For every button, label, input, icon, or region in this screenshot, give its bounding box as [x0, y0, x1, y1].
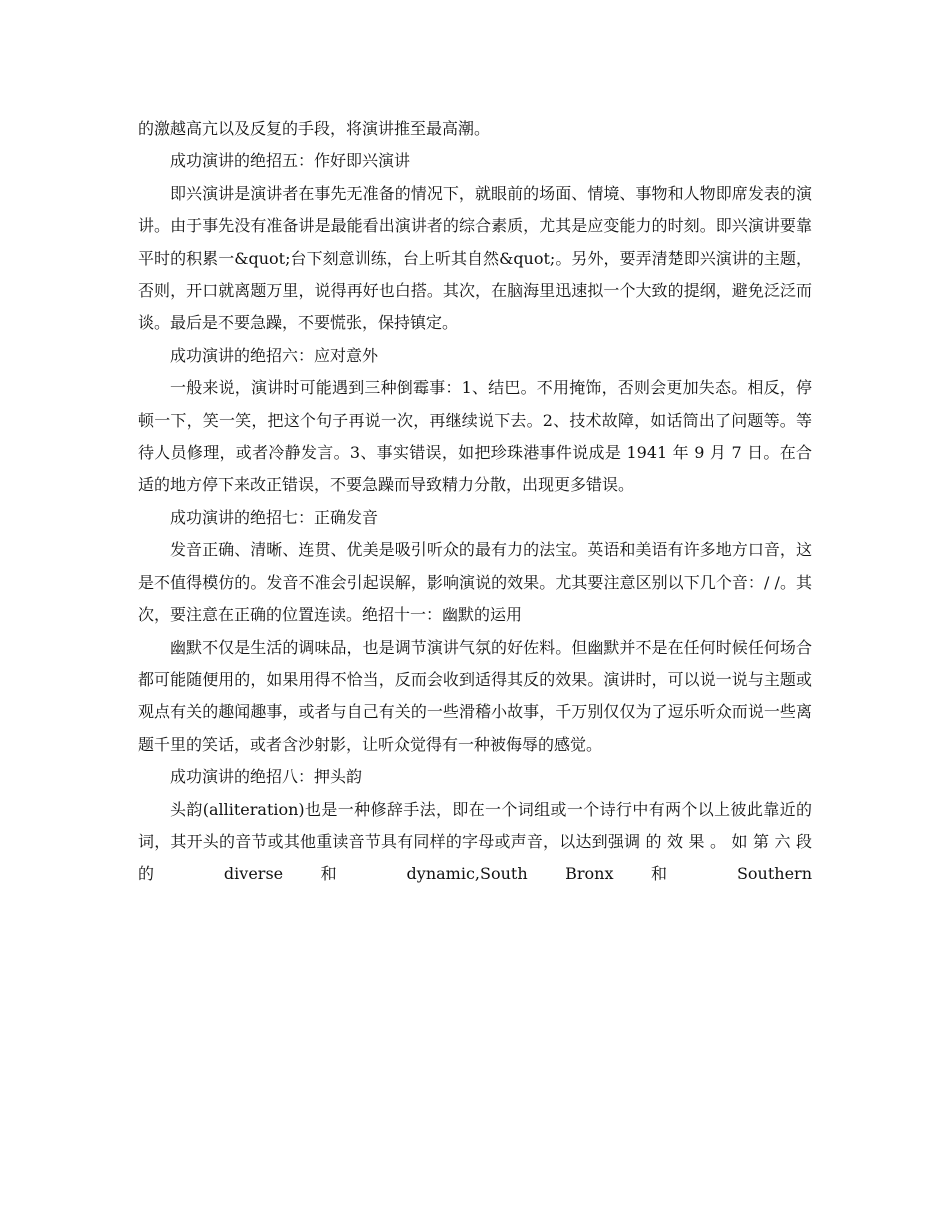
section-heading-5: 成功演讲的绝招五：作好即兴演讲 — [170, 151, 411, 171]
document-page — [138, 113, 812, 891]
paragraph-pronunciation: 发音正确、清晰、连贯、优美是吸引听众的最有力的法宝。英语和美语有许多地方口音，这是不值得模仿的。发音不准会引起误解，影响演说的效果。尤其要注意区别以下几个音：/ /。其次，要注意在正确的位置连读。绝招十一：幽默的运用 — [138, 540, 812, 625]
section-heading-6: 成功演讲的绝招六：应对意外 — [170, 345, 379, 365]
paragraph-impromptu: 即兴演讲是演讲者在事先无准备的情况下，就眼前的场面、情境、事物和人物即席发表的演讲。由于事先没有准备讲是最能看出演讲者的综合素质，尤其是应变能力的时刻。即兴演讲要靠平时的积累一&quot;台下刻意训练，台上听其自然&quot;。另外，要弄清楚即兴演讲的主题，否则，开口就离题万里，说得再好也白搭。其次，在脑海里迅速拟一个大致的提纲，避免泛泛而谈。最后是不要急躁，不要慌张，保持镇定。 — [138, 183, 812, 333]
section-heading-8: 成功演讲的绝招八：押头韵 — [170, 767, 363, 787]
paragraph-1: 的激越高亢以及反复的手段，将演讲推至最高潮。 — [138, 119, 491, 138]
paragraph-alliteration: 头韵(alliteration)也是一种修辞手法，即在一个词组或一个诗行中有两个以上彼此靠近的词，其开头的音节或其他重读音节具有同样的字母或声音，以达到强调 的 效 果 。 如 第 六 段 的 diverse 和 dynamic,South Bronx 和 Southern — [138, 799, 812, 884]
section-heading-7: 成功演讲的绝招七：正确发音 — [170, 507, 379, 527]
paragraph-accidents: 一般来说，演讲时可能遇到三种倒霉事：1、结巴。不用掩饰，否则会更加失态。相反，停顿一下，笑一笑，把这个句子再说一次，再继续说下去。2、技术故障，如话筒出了问题等。等待人员修理，或者冷静发言。3、事实错误，如把珍珠港事件说成是 1941 年 9 月 7 日。在合适的地方停下来改正错误，不要急躁而导致精力分散，出现更多错误。 — [138, 378, 812, 495]
paragraph-humor: 幽默不仅是生活的调味品，也是调节演讲气氛的好佐料。但幽默并不是在任何时候任何场合都可能随便用的，如果用得不恰当，反而会收到适得其反的效果。演讲时，可以说一说与主题或观点有关的趣闻趣事，或者与自己有关的一些滑稽小故事，千万别仅仅为了逗乐听众而说一些离题千里的笑话，或者含沙射影，让听众觉得有一种被侮辱的感觉。 — [138, 637, 812, 754]
